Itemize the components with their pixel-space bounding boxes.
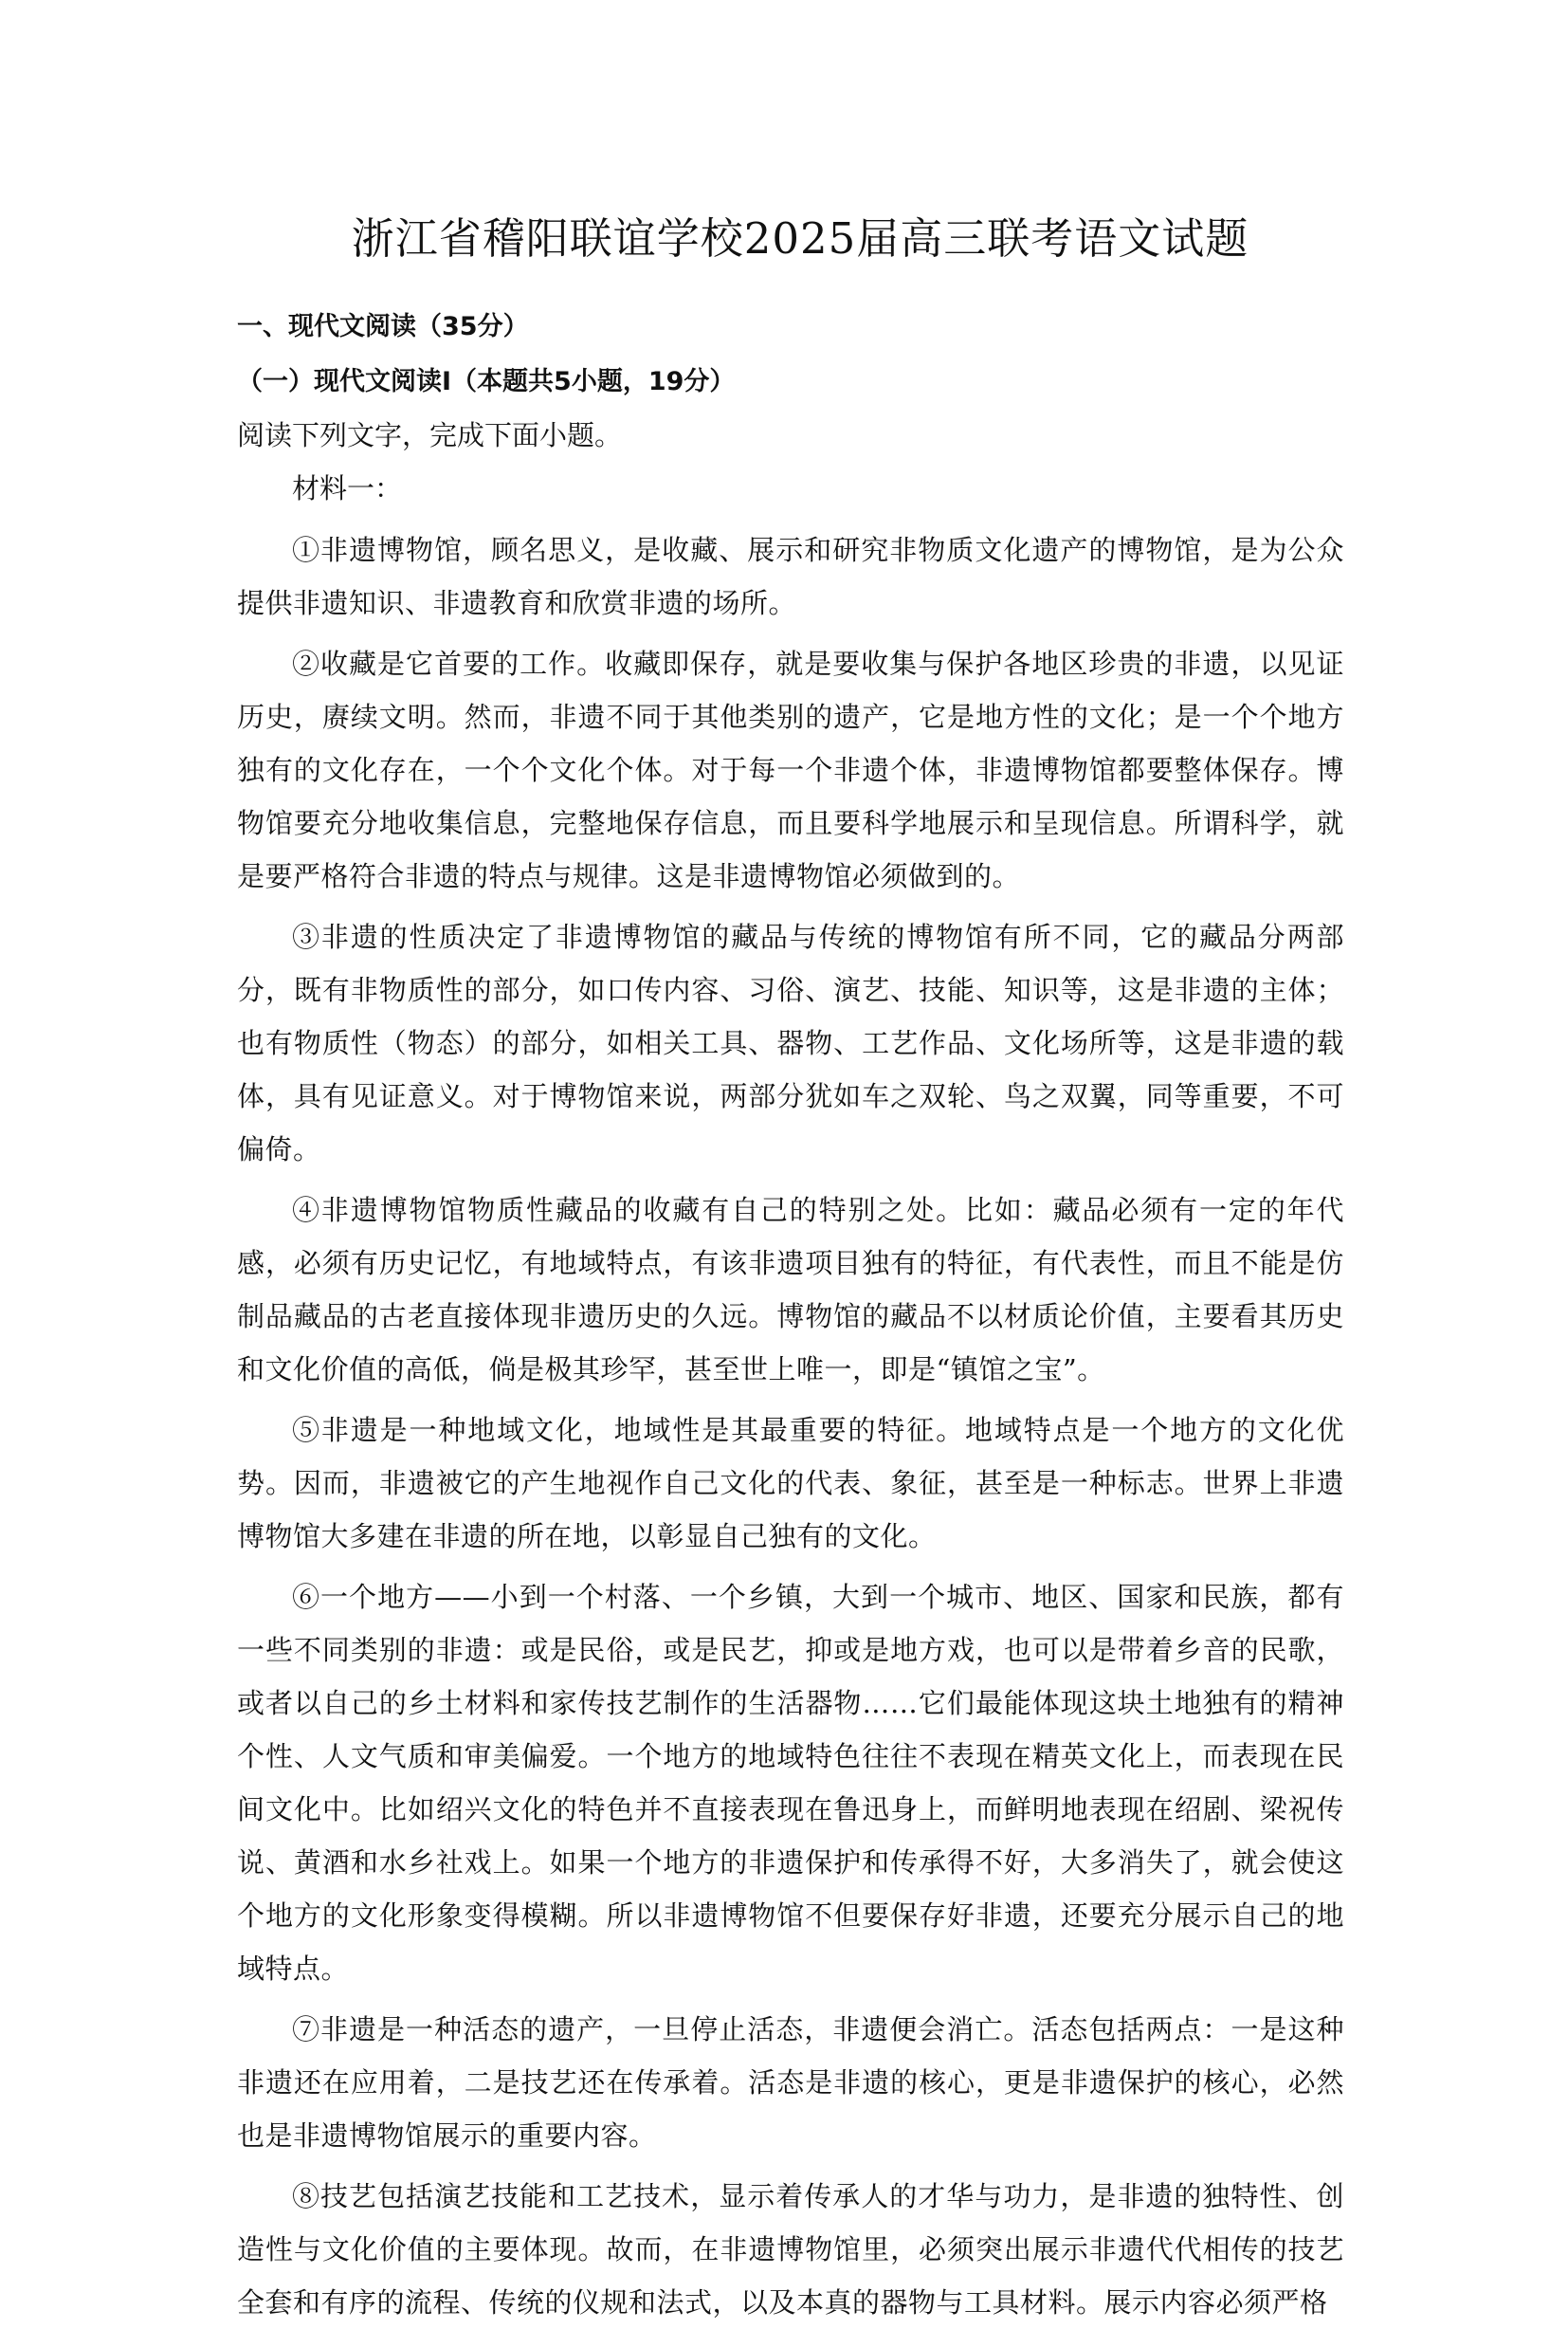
paragraph-7: ⑦非遗是一种活态的遗产，一旦停止活态，非遗便会消亡。活态包括两点：一是这种非遗还在应用着，二是技艺还在传承着。活态是非遗的核心，更是非遗保护的核心，必然也是非遗博物馆展示的重要内容。 [237, 2013, 1344, 2152]
section-heading: 一、现代文阅读（35分） [237, 312, 529, 341]
material-body [237, 523, 1344, 2329]
material-label: 材料一： [292, 472, 403, 504]
paragraph-4: ④非遗博物馆物质性藏品的收藏有自己的特别之处。比如：藏品必须有一定的年代感，必须有历史记忆，有地域特点，有该非遗项目独有的特征，有代表性，而且不能是仿制品藏品的古老直接体现非遗历史的久远。博物馆的藏品不以材质论价值，主要看其历史和文化价值的高低，倘是极其珍罕，甚至世上唯一，即是“镇馆之宝”。 [237, 1194, 1344, 1385]
paragraph-3: ③非遗的性质决定了非遗博物馆的藏品与传统的博物馆有所不同，它的藏品分两部分，既有非物质性的部分，如口传内容、习俗、演艺、技能、知识等，这是非遗的主体；也有物质性（物态）的部分，如相关工具、器物、工艺作品、文化场所等，这是非遗的载体，具有见证意义。对于博物馆来说，两部分犹如车之双轮、鸟之双翼，同等重要，不可偏倚。 [237, 921, 1344, 1165]
reading-instruction: 阅读下列文字，完成下面小题。 [237, 419, 623, 451]
paragraph-5: ⑤非遗是一种地域文化，地域性是其最重要的特征。地域特点是一个地方的文化优势。因而，非遗被它的产生地视作自己文化的代表、象征，甚至是一种标志。世界上非遗博物馆大多建在非遗的所在地，以彰显自己独有的文化。 [237, 1414, 1344, 1552]
exam-title: 浙江省稽阳联谊学校2025届高三联考语文试题 [351, 213, 1249, 264]
paragraph-6: ⑥一个地方——小到一个村落、一个乡镇，大到一个城市、地区、国家和民族，都有一些不同类别的非遗：或是民俗，或是民艺，抑或是地方戏，也可以是带着乡音的民歌，或者以自己的乡土材料和家传技艺制作的生活器物……它们最能体现这块土地独有的精神个性、人文气质和审美偏爱。一个地方的地域特色往往不表现在精英文化上，而表现在民间文化中。比如绍兴文化的特色并不直接表现在鲁迅身上，而鲜明地表现在绍剧、梁祝传说、黄酒和水乡社戏上。如果一个地方的非遗保护和传承得不好，大多消失了，就会使这个地方的文化形象变得模糊。所以非遗博物馆不但要保存好非遗，还要充分展示自己的地域特点。 [237, 1581, 1344, 1985]
paragraph-2: ②收藏是它首要的工作。收藏即保存，就是要收集与保护各地区珍贵的非遗，以见证历史，赓续文明。然而，非遗不同于其他类别的遗产，它是地方性的文化；是一个个地方独有的文化存在，一个个文化个体。对于每一个非遗个体，非遗博物馆都要整体保存。博物馆要充分地收集信息，完整地保存信息，而且要科学地展示和呈现信息。所谓科学，就是要严格符合非遗的特点与规律。这是非遗博物馆必须做到的。 [237, 648, 1344, 892]
subsection-heading: （一）现代文阅读Ⅰ（本题共5小题，19分） [237, 367, 736, 396]
paragraph-1: ①非遗博物馆，顾名思义，是收藏、展示和研究非物质文化遗产的博物馆，是为公众提供非遗知识、非遗教育和欣赏非遗的场所。 [237, 534, 1344, 619]
paragraph-8: ⑧技艺包括演艺技能和工艺技术，显示着传承人的才华与功力，是非遗的独特性、创造性与文化价值的主要体现。故而，在非遗博物馆里，必须突出展示非遗代代相传的技艺全套和有序的流程、传统的仪规和法式，以及本真的器物与工具材料。展示内容必须严格 [237, 2180, 1344, 2319]
